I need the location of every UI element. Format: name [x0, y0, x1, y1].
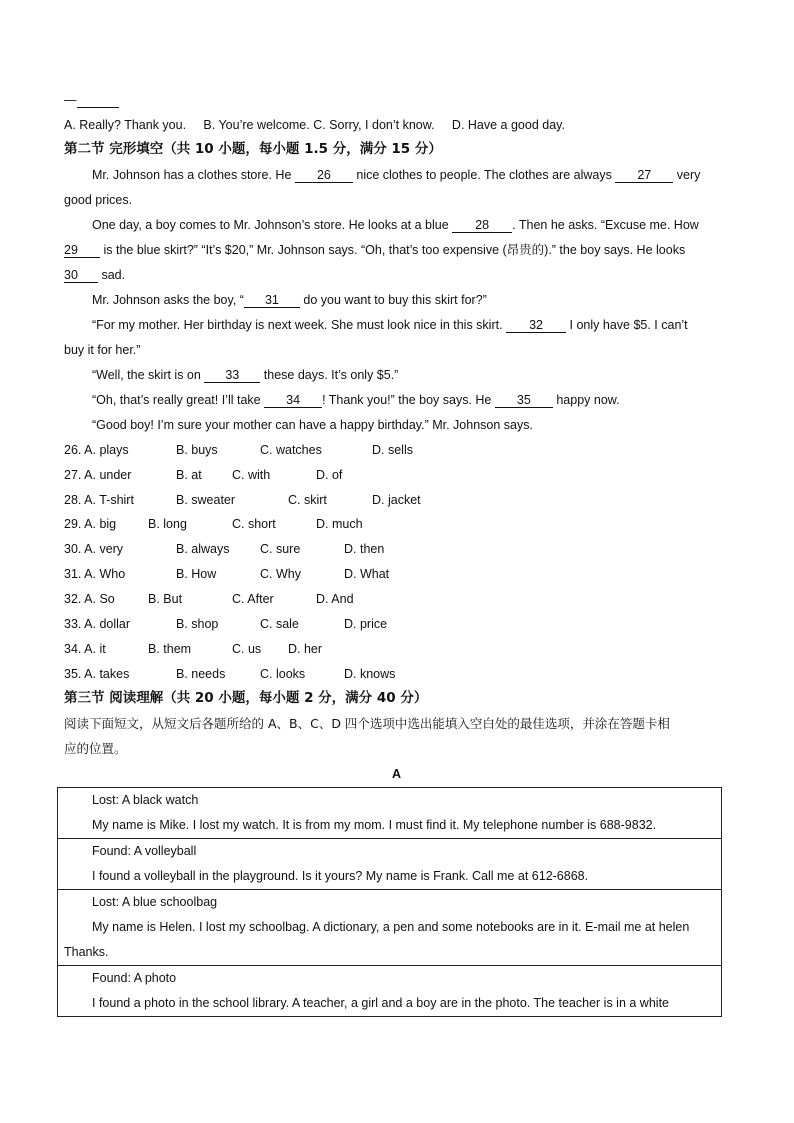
passage-a-label: A: [392, 767, 402, 781]
section3-instructions-2: 应的位置。: [64, 741, 127, 756]
notice-body: My name is Mike. I lost my watch. It is from my mom. I must find it. My telephone number is 688-9832.: [92, 818, 657, 832]
passage-line-5: 30 sad.: [64, 268, 126, 282]
notice-row: [58, 890, 722, 966]
passage-line-1: Mr. Johnson has a clothes store. He 26 nice clothes to people. The clothes are always 27 very: [92, 168, 701, 182]
notice-row: [58, 839, 722, 890]
notice-body: I found a volleyball in the playground. Is it yours? My name is Frank. Call me at 612-6868.: [92, 869, 589, 883]
notice-heading: Found: A volleyball: [92, 844, 197, 858]
q25-answer-line: [64, 92, 119, 108]
passage-line-9: “Well, the skirt is on 33 these days. It’s only $5.”: [92, 368, 399, 382]
blank-30: 30: [64, 268, 98, 283]
notice-heading: Lost: A black watch: [92, 793, 199, 807]
q25-options: A. Really? Thank you. B. You’re welcome. C. Sorry, I don’t know. D. Have a good day.: [64, 118, 565, 132]
passage-line-2: good prices.: [64, 193, 133, 207]
section3-instructions-1: 阅读下面短文，从短文后各题所给的 A、B、C、D 四个选项中选出能填入空白处的最佳选项，并涂在答题卡相: [64, 716, 670, 731]
passage-line-4: 29 is the blue skirt?” “It’s $20,” Mr. Johnson says. “Oh, that’s too expensive (昂贵的).” the boy says. He looks: [64, 243, 686, 257]
passage-line-10: “Oh, that’s really great! I’ll take 34 ! Thank you!” the boy says. He 35 happy now.: [92, 393, 620, 407]
notice-heading: Lost: A blue schoolbag: [92, 895, 218, 909]
blank-26: 26: [295, 168, 353, 183]
dash: —: [64, 93, 77, 107]
notice-row: [58, 788, 722, 839]
notice-row: [58, 966, 722, 1017]
notice-body: I found a photo in the school library. A teacher, a girl and a boy are in the photo. The teacher is in a white: [92, 996, 669, 1010]
blank-29: 29: [64, 243, 100, 258]
notice-heading: Found: A photo: [92, 971, 177, 985]
blank-35: 35: [495, 393, 553, 408]
notice-table: [57, 787, 722, 1017]
section2-title: 第二节 完形填空（共 10 小题，每小题 1.5 分，满分 15 分）: [64, 141, 442, 157]
answer-blank: [77, 93, 119, 108]
passage-line-6: Mr. Johnson asks the boy, “ 31 do you want to buy this skirt for?”: [92, 293, 487, 307]
blank-34: 34: [264, 393, 322, 408]
notice-body-continued: Thanks.: [64, 945, 109, 959]
blank-27: 27: [615, 168, 673, 183]
section3-title: 第三节 阅读理解（共 20 小题，每小题 2 分，满分 40 分）: [64, 690, 428, 706]
blank-32: 32: [506, 318, 566, 333]
blank-31: 31: [244, 293, 300, 308]
passage-line-3: One day, a boy comes to Mr. Johnson’s store. He looks at a blue 28 . Then he asks. “Excuse me. How: [92, 218, 699, 232]
notice-body: My name is Helen. I lost my schoolbag. A dictionary, a pen and some notebooks are in it. E-mail me at helen: [92, 920, 690, 934]
blank-33: 33: [204, 368, 260, 383]
blank-28: 28: [452, 218, 512, 233]
passage-line-8: buy it for her.”: [64, 343, 141, 357]
passage-line-11: “Good boy! I’m sure your mother can have a happy birthday.” Mr. Johnson says.: [92, 418, 533, 432]
passage-line-7: “For my mother. Her birthday is next week. She must look nice in this skirt. 32 I only have $5. I can’t: [92, 318, 688, 332]
